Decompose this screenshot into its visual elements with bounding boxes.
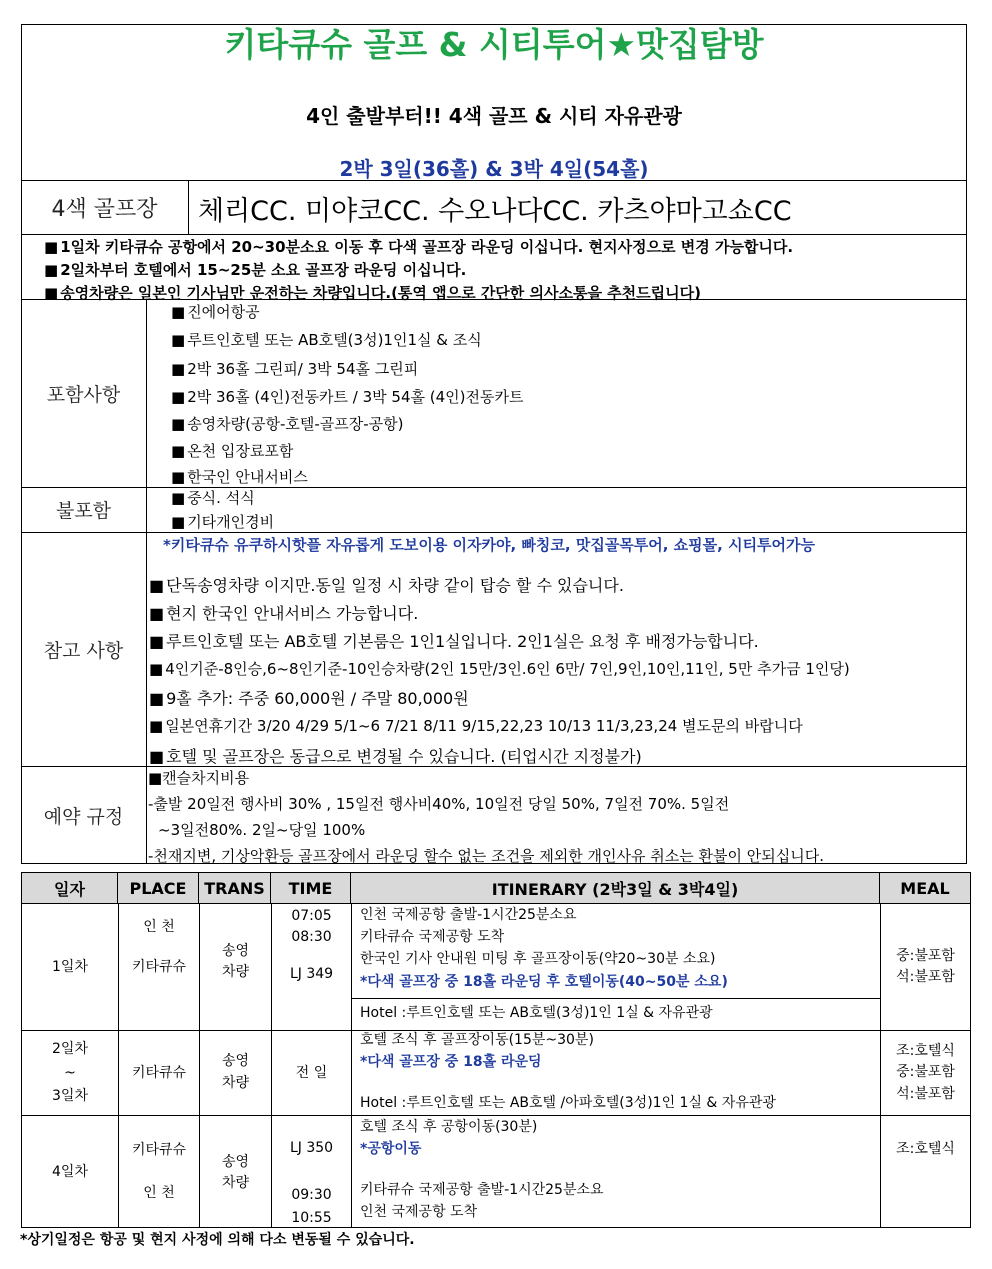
page-title: 키타큐슈 골프 & 시티투어★맛집탐방 xyxy=(224,25,764,64)
reference-highlight: *키타큐슈 유쿠하시핫플 자유롭게 도보이용 이자카야, 빠칭코, 맛집골목투어, 쇼핑몰, 시티투어가능 xyxy=(163,536,816,554)
reference-item: ■ 9홀 추가: 주중 60,000원 / 주말 80,000원 xyxy=(149,686,469,709)
day1-meal: 중:불포함 xyxy=(896,948,955,964)
note-item: ■ 2일차부터 호텔에서 15~25분 소요 골프장 라운딩 이십니다. xyxy=(44,259,466,280)
excluded-item: ■ 기타개인경비 xyxy=(171,511,274,532)
divider xyxy=(351,903,352,1228)
day2-meal: 조:호텔식 xyxy=(896,1043,955,1059)
divider xyxy=(351,998,880,999)
note-item: ■ 송영차량은 일본인 기사님만 운전하는 차량입니다.(통역 앱으로 간단한 의사소통을 추천드립니다) xyxy=(44,282,701,303)
day2-label: 2일차 xyxy=(52,1041,88,1057)
day4-place: 인 천 xyxy=(143,1185,175,1201)
reference-item: ■ 호텔 및 골프장은 동급으로 변경될 수 있습니다. (티업시간 지정불가) xyxy=(149,744,642,767)
reference-label: 참고 사항 xyxy=(43,639,124,662)
day1-time: 08:30 xyxy=(291,929,332,945)
divider xyxy=(146,299,147,864)
duration-text: 2박 3일(36홀) & 3박 4일(54홀) xyxy=(339,157,649,181)
note-item: ■ 1일차 키타큐슈 공항에서 20~30분소요 이동 후 다색 골프장 라운딩 이십니다. 현지사정으로 변경 가능합니다. xyxy=(44,236,793,257)
day2-label: ~ xyxy=(64,1065,76,1081)
divider xyxy=(188,180,189,234)
day1-line: 한국인 기사 안내원 미팅 후 골프장이동(약20~30분 소요) xyxy=(360,951,716,967)
booking-line: -출발 20일전 행사비 30% , 15일전 행사비40%, 10일전 당일 50%, 7일전 70%. 5일전 xyxy=(148,795,730,813)
day1-trans: 차량 xyxy=(221,964,250,980)
day4-label: 4일차 xyxy=(52,1164,88,1180)
included-item: ■ 2박 36홀 그린피/ 3박 54홀 그린피 xyxy=(171,358,418,379)
excluded-label: 불포함 xyxy=(55,500,112,522)
info-block xyxy=(21,24,967,864)
day1-hotel: Hotel :루트인호텔 또는 AB호텔(3성)1인 1실 & 자유관광 xyxy=(360,1005,713,1021)
divider xyxy=(21,487,967,488)
day2-trans: 송영 xyxy=(221,1053,250,1069)
header-itinerary: ITINERARY (2박3일 & 3박4일) xyxy=(351,873,880,903)
day1-time: LJ 349 xyxy=(289,966,334,982)
booking-line: ~3일전80%. 2일~당일 100% xyxy=(158,821,366,839)
included-item: ■ 한국인 안내서비스 xyxy=(171,466,308,487)
reference-item: ■ 4인기준-8인승,6~8인기준-10인승차량(2인 15만/3인.6인 6만/ 7인,9인,10인,11인, 5만 추가금 1인당) xyxy=(149,658,850,679)
day2-trans: 차량 xyxy=(221,1075,250,1091)
day1-place: 키타큐슈 xyxy=(131,959,187,975)
courses-label: 4색 골프장 xyxy=(51,196,158,222)
day1-meal: 석:불포함 xyxy=(896,969,955,985)
day2-line: 호텔 조식 후 골프장이동(15분~30분) xyxy=(360,1032,594,1048)
booking-line: -천재지변, 기상악환등 골프장에서 라운딩 할수 없는 조건을 제외한 개인사유 취소는 환불이 안되십니다. xyxy=(148,847,824,865)
day4-meal: 조:호텔식 xyxy=(896,1141,955,1157)
page-subtitle: 4인 출발부터!! 4색 골프 & 시티 자유관광 xyxy=(306,104,682,128)
day2-highlight: *다색 골프장 중 18홀 라운딩 xyxy=(360,1054,542,1070)
day4-time: 10:55 xyxy=(291,1210,332,1226)
header-trans: TRANS xyxy=(199,873,271,903)
footer-note: *상기일정은 항공 및 현지 사정에 의해 다소 변동될 수 있습니다. xyxy=(20,1232,415,1248)
day1-time: 07:05 xyxy=(291,908,332,924)
day2-label: 3일차 xyxy=(52,1088,88,1104)
day1-line: 인천 국제공항 출발-1시간25분소요 xyxy=(360,907,577,923)
day1-highlight: *다색 골프장 중 18홀 라운딩 후 호텔이동(40~50분 소요) xyxy=(360,974,728,990)
divider xyxy=(21,234,967,235)
reference-item: ■ 루트인호텔 또는 AB호텔 기본룸은 1인1실입니다. 2인1실은 요청 후 배정가능합니다. xyxy=(149,629,759,652)
booking-line: ■캔슬차지비용 xyxy=(148,769,250,787)
day2-time: 전 일 xyxy=(295,1065,328,1081)
day2-place: 키타큐슈 xyxy=(131,1065,187,1081)
included-item: ■ 온천 입장료포함 xyxy=(171,440,293,461)
day4-trans: 차량 xyxy=(221,1175,250,1191)
day4-trans: 송영 xyxy=(221,1154,250,1170)
day2-meal: 중:불포함 xyxy=(896,1064,955,1080)
divider xyxy=(21,532,967,533)
day1-line: 키타큐슈 국제공항 도착 xyxy=(360,929,505,945)
day4-time: 09:30 xyxy=(291,1187,332,1203)
included-item: ■ 루트인호텔 또는 AB호텔(3성)1인1실 & 조식 xyxy=(171,329,482,350)
day4-highlight: *공항이동 xyxy=(360,1141,422,1157)
itinerary-header xyxy=(22,873,970,904)
day2-hotel: Hotel :루트인호텔 또는 AB호텔 /아파호텔(3성)1인 1실 & 자유관광 xyxy=(360,1095,776,1111)
courses-value: 체리CC. 미야코CC. 수오나다CC. 카츠야마고쇼CC xyxy=(198,196,792,227)
included-item: ■ 송영차량(공항-호텔-골프장-공항) xyxy=(171,413,404,434)
day2-meal: 석:불포함 xyxy=(896,1086,955,1102)
day1-place: 인 천 xyxy=(143,919,175,935)
day1-label: 1일차 xyxy=(52,959,88,975)
day4-time: LJ 350 xyxy=(289,1140,334,1156)
reference-item: ■ 현지 한국인 안내서비스 가능합니다. xyxy=(149,601,418,624)
header-time: TIME xyxy=(271,873,351,903)
day1-trans: 송영 xyxy=(221,943,250,959)
day4-line: 호텔 조식 후 공항이동(30분) xyxy=(360,1119,538,1135)
reference-item: ■ 단독송영차량 이지만.동일 일정 시 차량 같이 탑승 할 수 있습니다. xyxy=(149,573,624,596)
header-meal: MEAL xyxy=(880,873,970,903)
day4-line: 인천 국제공항 도착 xyxy=(360,1204,478,1220)
excluded-item: ■ 중식. 석식 xyxy=(171,487,255,508)
divider xyxy=(21,1115,971,1116)
day4-place: 키타큐슈 xyxy=(131,1142,187,1158)
reference-item: ■ 일본연휴기간 3/20 4/29 5/1~6 7/21 8/11 9/15,22,23 10/13 11/3,23,24 별도문의 바랍니다 xyxy=(149,715,803,736)
booking-label: 예약 규정 xyxy=(43,805,124,828)
day4-line: 키타큐슈 국제공항 출발-1시간25분소요 xyxy=(360,1182,604,1198)
header-place: PLACE xyxy=(118,873,199,903)
included-item: ■ 2박 36홀 (4인)전동카트 / 3박 54홀 (4인)전동카트 xyxy=(171,386,523,407)
included-label: 포함사항 xyxy=(46,383,121,406)
included-item: ■ 진에어항공 xyxy=(171,301,260,322)
header-day: 일자 xyxy=(22,873,118,903)
